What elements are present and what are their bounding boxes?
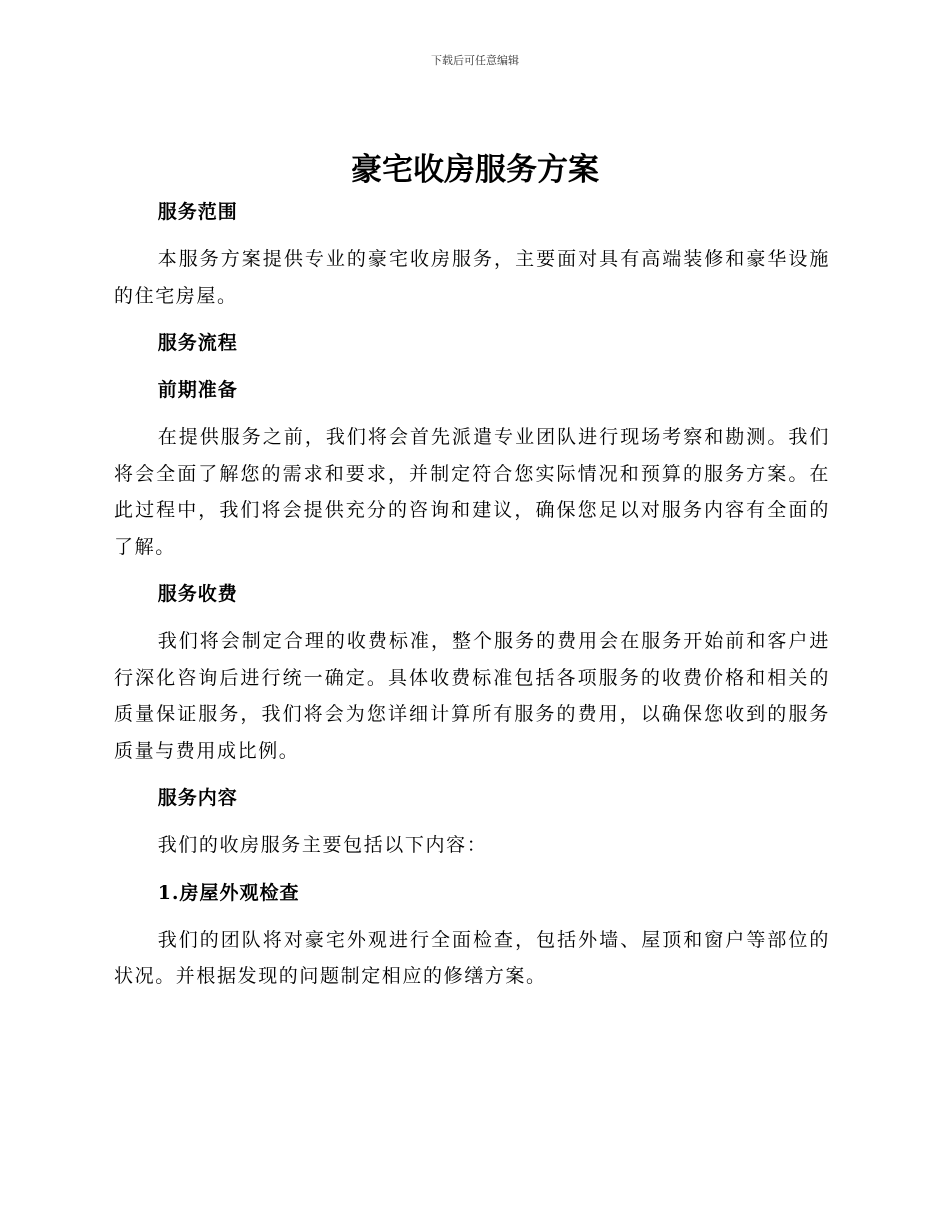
- section-heading-fees: 服务收费: [157, 583, 238, 605]
- paragraph-content-intro: 我们的收房服务主要包括以下内容：: [157, 834, 488, 856]
- section-heading-exterior: 1.房屋外观检查: [157, 881, 300, 904]
- section-heading-scope: 服务范围: [157, 201, 238, 223]
- section-heading-preparation: 前期准备: [157, 379, 238, 401]
- document-title: 豪宅收房服务方案: [351, 152, 599, 188]
- document-body: [114, 194, 830, 1006]
- section-heading-content: 服务内容: [157, 787, 238, 809]
- paragraph-exterior: 我们的团队将对豪宅外观进行全面检查，包括外墙、屋顶和窗户等部位的状况。并根据发现的问题制定相应的修缮方案。: [114, 928, 830, 987]
- paragraph-fees: 我们将会制定合理的收费标准，整个服务的费用会在服务开始前和客户进行深化咨询后进行统一确定。具体收费标准包括各项服务的收费价格和相关的质量保证服务，我们将会为您详细计算所有服务的费用，以确保您收到的服务质量与费用成比例。: [114, 630, 830, 762]
- page-header: 下载后可任意编辑: [431, 54, 519, 67]
- section-heading-process: 服务流程: [157, 332, 238, 354]
- paragraph-preparation: 在提供服务之前，我们将会首先派遣专业团队进行现场考察和勘测。我们将会全面了解您的需求和要求，并制定符合您实际情况和预算的服务方案。在此过程中，我们将会提供充分的咨询和建议，确保您足以对服务内容有全面的了解。: [114, 426, 830, 558]
- paragraph-scope: 本服务方案提供专业的豪宅收房服务，主要面对具有高端装修和豪华设施的住宅房屋。: [114, 248, 830, 307]
